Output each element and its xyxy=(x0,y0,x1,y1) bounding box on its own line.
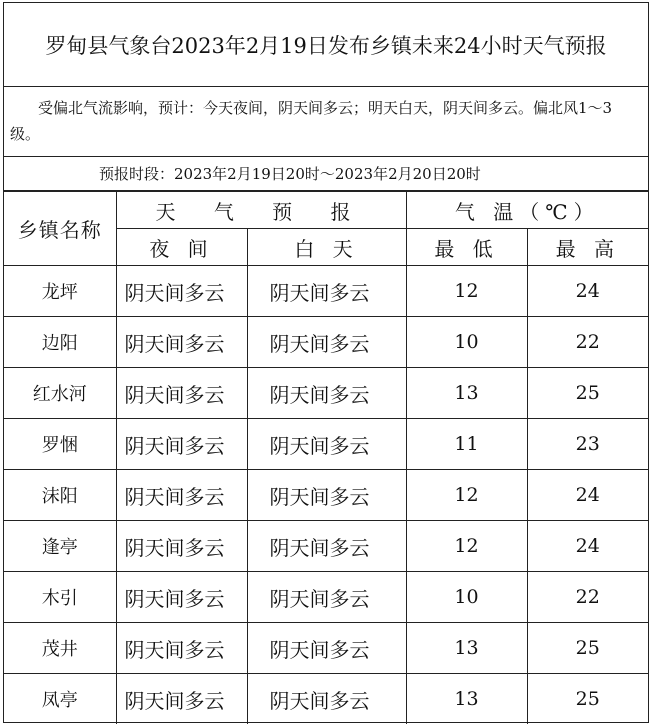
night-weather: 阴天间多云 xyxy=(116,266,247,317)
table-row xyxy=(4,368,648,419)
night-header: 夜 间 xyxy=(116,229,247,266)
max-temp: 22 xyxy=(527,572,648,623)
max-temp-header: 最 高 xyxy=(527,229,648,266)
document-title: 罗甸县气象台2023年2月19日发布乡镇未来24小时天气预报 xyxy=(4,3,648,87)
max-temp: 24 xyxy=(527,521,648,572)
day-weather: 阴天间多云 xyxy=(247,317,406,368)
night-weather: 阴天间多云 xyxy=(116,623,247,674)
town-name: 红水河 xyxy=(4,368,116,419)
day-weather: 阴天间多云 xyxy=(247,674,406,725)
max-temp: 22 xyxy=(527,317,648,368)
table-row xyxy=(4,266,648,317)
max-temp: 24 xyxy=(527,470,648,521)
forecast-summary: 受偏北气流影响，预计：今天夜间，阴天间多云；明天白天，阴天间多云。偏北风1～3级。 xyxy=(4,87,648,157)
town-name: 逢亭 xyxy=(4,521,116,572)
town-name: 龙坪 xyxy=(4,266,116,317)
max-temp: 25 xyxy=(527,368,648,419)
night-weather: 阴天间多云 xyxy=(116,674,247,725)
night-weather: 阴天间多云 xyxy=(116,419,247,470)
forecast-document xyxy=(3,2,649,723)
table-row xyxy=(4,623,648,674)
table-row xyxy=(4,317,648,368)
max-temp: 24 xyxy=(527,266,648,317)
min-temp: 12 xyxy=(406,470,527,521)
day-weather: 阴天间多云 xyxy=(247,470,406,521)
min-temp: 12 xyxy=(406,521,527,572)
min-temp: 11 xyxy=(406,419,527,470)
night-weather: 阴天间多云 xyxy=(116,521,247,572)
min-temp: 12 xyxy=(406,266,527,317)
town-name: 边阳 xyxy=(4,317,116,368)
min-temp: 10 xyxy=(406,572,527,623)
day-weather: 阴天间多云 xyxy=(247,623,406,674)
town-name: 沫阳 xyxy=(4,470,116,521)
day-weather: 阴天间多云 xyxy=(247,572,406,623)
day-weather: 阴天间多云 xyxy=(247,266,406,317)
day-header: 白 天 xyxy=(247,229,406,266)
table-row xyxy=(4,674,648,725)
town-name: 罗悃 xyxy=(4,419,116,470)
min-temp: 13 xyxy=(406,368,527,419)
header-row-1 xyxy=(4,192,648,229)
max-temp: 25 xyxy=(527,674,648,725)
min-temp: 13 xyxy=(406,674,527,725)
table-row xyxy=(4,470,648,521)
min-temp: 13 xyxy=(406,623,527,674)
table-row xyxy=(4,572,648,623)
weather-forecast-header: 天 气 预 报 xyxy=(116,192,406,229)
night-weather: 阴天间多云 xyxy=(116,317,247,368)
table-row xyxy=(4,521,648,572)
town-name: 凤亭 xyxy=(4,674,116,725)
night-weather: 阴天间多云 xyxy=(116,368,247,419)
night-weather: 阴天间多云 xyxy=(116,572,247,623)
night-weather: 阴天间多云 xyxy=(116,470,247,521)
table-row xyxy=(4,419,648,470)
town-name: 茂井 xyxy=(4,623,116,674)
min-temp: 10 xyxy=(406,317,527,368)
day-weather: 阴天间多云 xyxy=(247,521,406,572)
town-name: 木引 xyxy=(4,572,116,623)
temperature-header: 气 温（℃） xyxy=(406,192,648,229)
min-temp-header: 最 低 xyxy=(406,229,527,266)
day-weather: 阴天间多云 xyxy=(247,368,406,419)
max-temp: 23 xyxy=(527,419,648,470)
town-name-header: 乡镇名称 xyxy=(4,192,116,266)
day-weather: 阴天间多云 xyxy=(247,419,406,470)
max-temp: 25 xyxy=(527,623,648,674)
forecast-table xyxy=(4,191,648,724)
forecast-period: 预报时段：2023年2月19日20时～2023年2月20日20时 xyxy=(4,157,648,191)
